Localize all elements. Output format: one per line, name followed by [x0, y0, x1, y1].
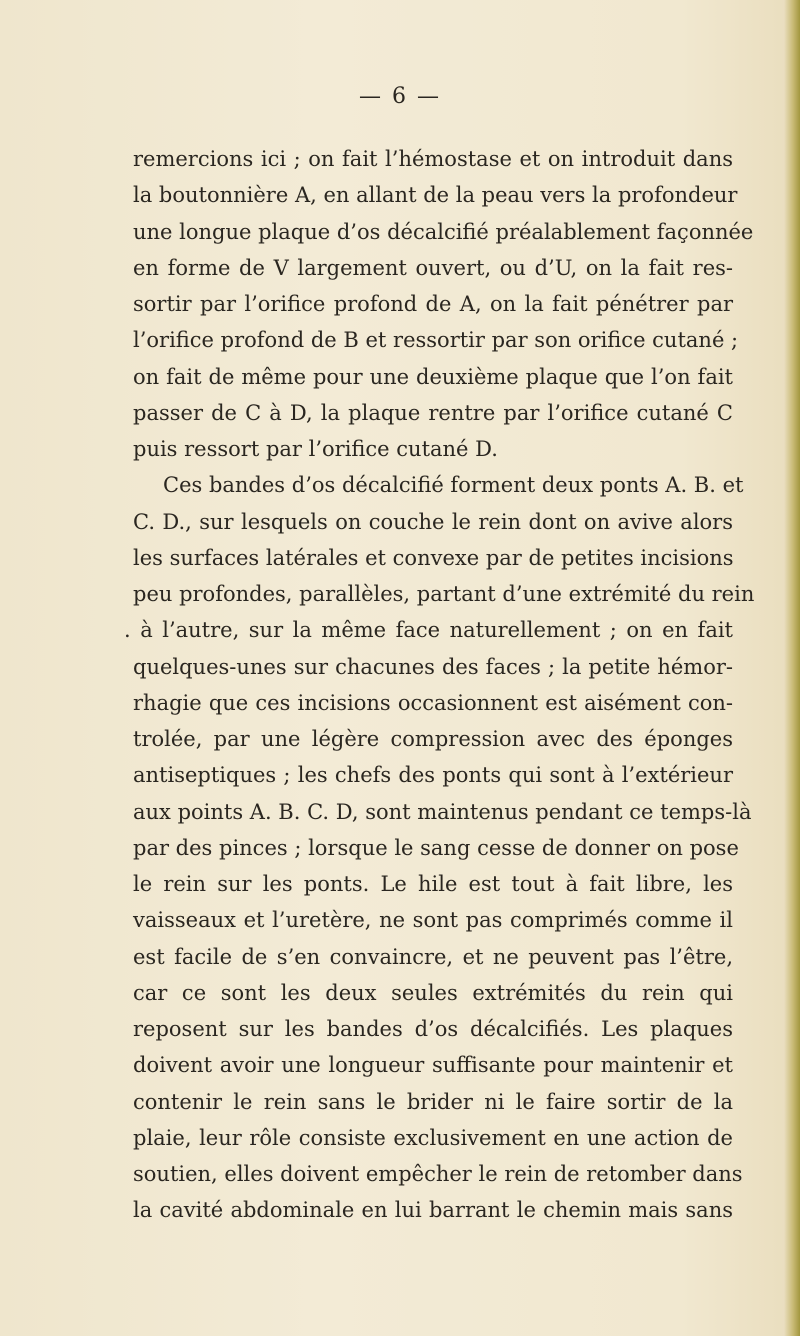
page-edge-shadow [784, 0, 800, 1336]
text-line: doivent avoir une longueur suffisante pour maintenir et [133, 1053, 733, 1078]
text-line: est facile de s’en convaincre, et ne peuvent pas l’être, [133, 944, 733, 969]
page-number: — 6 — [359, 84, 441, 109]
text-line: vaisseaux et l’uretère, ne sont pas comprimés comme il [133, 908, 733, 933]
text-line: la cavité abdominale en lui barrant le chemin mais sans [133, 1198, 733, 1223]
text-line: rhagie que ces incisions occasionnent est aisément con- [133, 690, 733, 715]
text-line: quelques-unes sur chacunes des faces ; la petite hémor- [133, 654, 733, 679]
text-line: la boutonnière A, en allant de la peau vers la profondeur [133, 183, 738, 208]
text-line: C. D., sur lesquels on couche le rein dont on avive alors [133, 509, 733, 534]
text-line: contenir le rein sans le brider ni le faire sortir de la [133, 1089, 733, 1114]
text-line: le rein sur les ponts. Le hile est tout à fait libre, les [133, 872, 733, 896]
text-line: sortir par l’orifice profond de A, on la fait pénétrer par [133, 292, 733, 316]
text-line: une longue plaque d’os décalcifié préalablement façonnée [133, 219, 754, 244]
text-line: remercions ici ; on fait l’hémostase et on introduit dans [133, 147, 733, 171]
body-text [124, 141, 755, 1229]
text-line: en forme de V largement ouvert, ou d’U, on la fait res- [133, 255, 733, 280]
text-line: antiseptiques ; les chefs des ponts qui sont à l’extérieur [133, 763, 733, 788]
text-line: par des pinces ; lorsque le sang cesse de donner on pose [133, 835, 739, 860]
text-line: les surfaces latérales et convexe par de petites incisions [133, 545, 734, 570]
text-line: on fait de même pour une deuxième plaque que l’on fait [133, 364, 733, 389]
text-line: . à l’autre, sur la même face naturellement ; on en fait [124, 618, 733, 643]
text-line: plaie, leur rôle consiste exclusivement en une action de [133, 1125, 733, 1150]
text-line: car ce sont les deux seules extrémités du rein qui [133, 980, 733, 1005]
text-line: puis ressort par l’orifice cutané D. [133, 437, 498, 461]
text-line: soutien, elles doivent empêcher le rein de retomber dans [133, 1162, 743, 1186]
text-line: l’orifice profond de B et ressortir par son orifice cutané ; [133, 328, 739, 353]
text-line: reposent sur les bandes d’os décalcifiés. Les plaques [133, 1017, 733, 1041]
text-line: passer de C à D, la plaque rentre par l’orifice cutané C [133, 400, 733, 425]
text-line: Ces bandes d’os décalcifié forment deux ponts A. B. et [163, 473, 744, 498]
text-line: peu profondes, parallèles, partant d’une extrémité du rein [133, 582, 755, 606]
text-line: trolée, par une légère compression avec des éponges [133, 727, 733, 751]
text-line: aux points A. B. C. D, sont maintenus pendant ce temps-là [133, 799, 752, 824]
